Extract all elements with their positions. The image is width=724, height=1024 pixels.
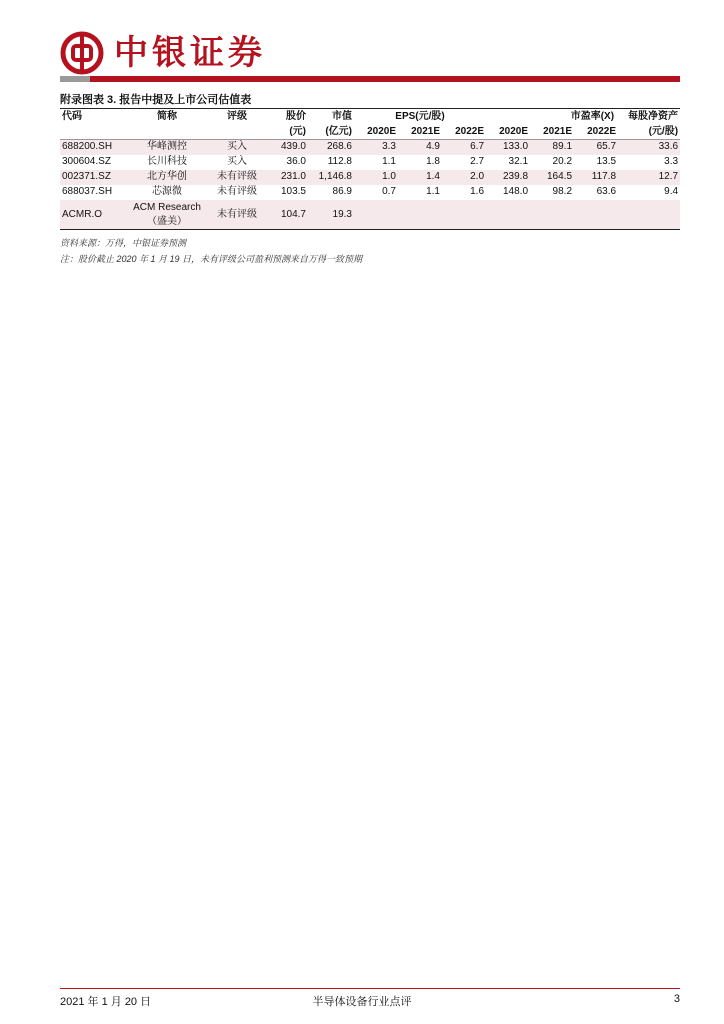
cell-name-main: ACM Research — [133, 201, 201, 213]
header-rating-sub — [206, 124, 268, 140]
table-row — [60, 155, 680, 170]
table-bottom-rule — [60, 229, 680, 230]
cell-name-sub: （盛美） — [147, 215, 187, 227]
cell-mktcap: 112.8 — [327, 156, 352, 167]
table-row — [60, 200, 680, 230]
cell-mktcap: 268.6 — [326, 141, 352, 153]
cell-bvps: 12.7 — [658, 171, 679, 182]
source-note: 资料来源：万得，中银证券预测 — [60, 238, 187, 248]
cell-eps-2020e: 1.0 — [382, 171, 396, 182]
cell-eps-2021e: 1.8 — [426, 156, 440, 167]
cell-eps-2021e: 4.9 — [426, 141, 440, 153]
cell-mktcap: 1,146.8 — [318, 171, 352, 182]
cell-code: 688200.SH — [62, 141, 113, 153]
brand-logo — [60, 30, 266, 76]
table-row — [60, 170, 680, 185]
cell-rating: 未有评级 — [217, 208, 257, 220]
cell-eps-2020e — [354, 200, 398, 230]
header-bvps: 每股净资产 — [628, 111, 679, 122]
cell-pe-2022e: 13.5 — [596, 156, 617, 167]
cell-pe-2021e: 98.2 — [552, 186, 573, 197]
cell-mktcap: 19.3 — [332, 208, 352, 220]
brand-name: 中银证券 — [114, 33, 266, 73]
cell-pe-2020e: 133.0 — [502, 141, 529, 153]
cell-eps-2020e: 3.3 — [382, 141, 396, 153]
cell-eps-2020e: 1.1 — [382, 156, 396, 167]
cell-eps-2021e — [398, 200, 442, 230]
cell-price: 104.7 — [280, 208, 306, 220]
cell-name: 华峰测控 — [147, 141, 187, 153]
footer-date: 2021 年 1 月 20 日 — [60, 996, 152, 1008]
header-pe-2022e: 2022E — [587, 125, 617, 137]
table-top-rule — [60, 108, 680, 109]
cell-name: 长川科技 — [147, 156, 187, 167]
header-eps-group: EPS(元/股) — [395, 111, 445, 122]
cell-pe-2021e — [530, 200, 574, 230]
header-code-sub — [60, 124, 128, 140]
table-title: 附录图表 3. 报告中提及上市公司估值表 — [60, 94, 252, 106]
cell-eps-2022e: 1.6 — [470, 186, 485, 197]
cell-pe-2021e: 89.1 — [552, 141, 573, 153]
cell-rating: 未有评级 — [217, 171, 257, 182]
cell-code: 688037.SH — [62, 186, 113, 197]
header-name-sub — [128, 124, 206, 140]
cell-name — [128, 200, 206, 230]
page-number: 3 — [673, 993, 680, 1005]
cell-price: 36.0 — [286, 156, 306, 167]
header-band-red — [90, 76, 680, 82]
cell-eps-2020e: 0.7 — [382, 186, 396, 197]
cell-pe-2020e: 32.1 — [508, 156, 529, 167]
cell-code: 002371.SZ — [62, 171, 111, 182]
cell-eps-2021e: 1.4 — [426, 171, 440, 182]
bank-of-china-logo-icon — [60, 31, 104, 75]
cell-bvps — [618, 200, 680, 230]
cell-eps-2022e — [442, 200, 486, 230]
cell-bvps: 9.4 — [664, 186, 679, 197]
cell-rating: 买入 — [227, 156, 247, 167]
header-mktcap: 市值 — [332, 111, 352, 122]
remark-note: 注：股价截止 2020 年 1 月 19 日，未有评级公司盈利预测来自万得一致预期 — [60, 254, 363, 264]
cell-price: 103.5 — [280, 186, 306, 197]
header-pe-2021e: 2021E — [543, 125, 573, 137]
cell-bvps: 33.6 — [658, 141, 679, 153]
cell-pe-2022e: 65.7 — [596, 141, 617, 153]
cell-price: 439.0 — [280, 141, 306, 153]
cell-pe-2022e: 63.6 — [596, 186, 617, 197]
header-price-unit: (元) — [289, 125, 306, 137]
header-mktcap-unit: (亿元) — [325, 125, 352, 137]
header-bvps-unit: (元/股) — [648, 125, 679, 137]
cell-rating: 买入 — [227, 141, 247, 153]
header-name: 简称 — [157, 111, 177, 122]
header-price: 股价 — [286, 111, 306, 122]
cell-eps-2022e: 2.0 — [470, 171, 485, 182]
cell-name: 北方华创 — [147, 171, 187, 182]
table-row — [60, 140, 680, 155]
header-eps-2022e: 2022E — [455, 125, 485, 137]
cell-pe-2022e: 117.8 — [591, 171, 617, 182]
header-eps-2021e: 2021E — [411, 125, 440, 137]
header-code: 代码 — [62, 111, 82, 122]
footer-report-title: 半导体设备行业点评 — [312, 996, 412, 1008]
header-pe-group: 市盈率(X) — [570, 111, 615, 122]
cell-pe-2020e — [486, 200, 530, 230]
cell-name: 芯源微 — [152, 186, 182, 197]
cell-eps-2022e: 2.7 — [470, 156, 485, 167]
valuation-table — [60, 110, 680, 230]
header-band-gray — [60, 76, 90, 82]
cell-price: 231.0 — [280, 171, 306, 182]
cell-pe-2022e — [574, 200, 618, 230]
header-pe-2020e: 2020E — [499, 125, 529, 137]
cell-pe-2021e: 164.5 — [546, 171, 573, 182]
cell-code: 300604.SZ — [62, 156, 111, 167]
cell-pe-2021e: 20.2 — [552, 156, 573, 167]
cell-pe-2020e: 148.0 — [502, 186, 529, 197]
cell-pe-2020e: 239.8 — [502, 171, 529, 182]
cell-eps-2022e: 6.7 — [470, 141, 485, 153]
header-eps-2020e: 2020E — [367, 125, 396, 137]
footer-rule — [60, 988, 680, 989]
cell-mktcap: 86.9 — [332, 186, 352, 197]
cell-eps-2021e: 1.1 — [426, 186, 440, 197]
cell-rating: 未有评级 — [217, 186, 257, 197]
cell-bvps: 3.3 — [664, 156, 679, 167]
table-row — [60, 185, 680, 200]
cell-code: ACMR.O — [62, 208, 102, 220]
header-rating: 评级 — [227, 111, 247, 122]
header-band — [60, 76, 680, 82]
